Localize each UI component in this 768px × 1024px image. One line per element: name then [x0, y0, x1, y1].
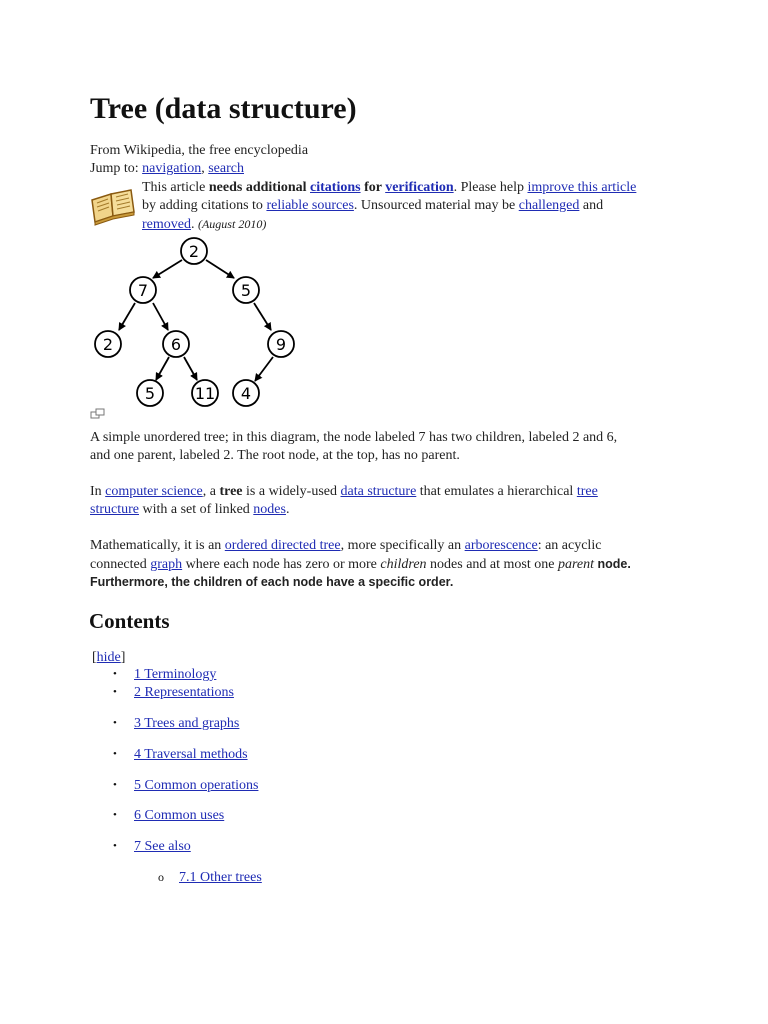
para2-text: Mathematically, it is an — [90, 538, 225, 553]
edge-2-5 — [206, 260, 234, 278]
para2-text: nodes and at most one — [426, 557, 558, 572]
edge-6-5 — [156, 357, 169, 380]
notice-line-1 — [142, 179, 636, 197]
bracket-open: [ — [92, 650, 97, 665]
sub-bullet: o — [158, 870, 164, 884]
contents-heading: Contents — [89, 609, 170, 633]
arborescence-link[interactable]: arborescence — [464, 538, 538, 553]
notice-text-period: . — [190, 217, 198, 232]
graph-link[interactable]: graph — [150, 557, 183, 572]
tree-bold: tree — [219, 484, 243, 499]
notice-bold: needs additional — [208, 180, 311, 195]
notice-text: This article — [142, 180, 209, 195]
para2-text: , more specifically an — [340, 538, 465, 553]
tree-diagram[interactable] — [88, 234, 318, 414]
caption-line-1: A simple unordered tree; in this diagram, the node labeled 7 has two children, labeled 2 and 6, — [90, 430, 618, 445]
data-structure-link[interactable]: data structure — [340, 484, 417, 499]
citations-link[interactable]: citations — [310, 180, 361, 195]
notice-text-help: . Please help — [453, 180, 528, 195]
notice-bold-for: for — [360, 180, 386, 195]
notice-line-3 — [142, 215, 266, 234]
search-link[interactable]: search — [208, 161, 244, 176]
ordered-directed-tree-link[interactable]: ordered directed tree — [224, 538, 341, 553]
toc-subitem-other-trees[interactable]: 7.1 Other trees — [179, 870, 262, 885]
edge-7-6 — [153, 303, 168, 330]
bullet: • — [113, 686, 117, 698]
toc-item-common-operations[interactable]: 5 Common operations — [134, 778, 259, 793]
book-icon — [89, 186, 137, 226]
notice-line-2 — [142, 197, 603, 215]
challenged-link[interactable]: challenged — [518, 198, 580, 213]
para1-text: with a set of linked — [138, 502, 254, 517]
improve-article-link[interactable]: improve this article — [527, 180, 637, 195]
toc-item-common-uses[interactable]: 6 Common uses — [134, 808, 225, 823]
para2-line-1 — [90, 537, 601, 555]
edge-6-11 — [184, 357, 197, 380]
para2-text: connected — [90, 557, 151, 572]
edge-2-7 — [153, 260, 182, 278]
computer-science-link[interactable]: computer science — [105, 484, 203, 499]
nodes-link[interactable]: nodes — [253, 502, 286, 517]
toc-item-trees-and-graphs[interactable]: 3 Trees and graphs — [134, 716, 240, 731]
jump-separator: , — [201, 161, 205, 176]
para2-text: : an acyclic — [537, 538, 602, 553]
bullet: • — [113, 809, 117, 821]
para1-text: . — [285, 502, 290, 517]
tree-node-label: 7 — [137, 281, 149, 300]
tree-node-label: 11 — [194, 384, 216, 403]
tree-node-label: 9 — [275, 335, 287, 354]
tree-node-label: 4 — [240, 384, 252, 403]
para2-bold-node: node. — [594, 557, 631, 571]
para1-text: is a widely-used — [242, 484, 341, 499]
para1-text: , a — [202, 484, 220, 499]
para2-line-2 — [90, 555, 631, 574]
notice-date: (August 2010) — [197, 217, 267, 231]
toc-item-see-also[interactable]: 7 See also — [134, 839, 191, 854]
toc-item-traversal-methods[interactable]: 4 Traversal methods — [134, 747, 248, 762]
para1-line-1 — [90, 483, 598, 501]
bullet: • — [113, 748, 117, 760]
edge-9-4 — [255, 357, 273, 381]
jump-to-line — [90, 160, 244, 178]
tree-node-label: 5 — [240, 281, 252, 300]
hide-link[interactable]: hide — [96, 650, 121, 665]
children-italic: children — [380, 557, 427, 572]
para1-text: In — [90, 484, 106, 499]
tree-node-label: 2 — [188, 242, 200, 261]
edge-7-2 — [119, 303, 135, 330]
reliable-sources-link[interactable]: reliable sources — [266, 198, 354, 213]
jump-to-label: Jump to: — [90, 161, 139, 176]
para2-line-3: Furthermore, the children of each node have a specific order. — [90, 575, 454, 589]
toc-item-representations[interactable]: 2 Representations — [134, 685, 234, 700]
tree-structure-link[interactable]: tree — [576, 484, 598, 499]
notice-text-adding: by adding citations to — [142, 198, 267, 213]
caption-line-2: and one parent, labeled 2. The root node, at the top, has no parent. — [90, 448, 460, 463]
tree-node-label: 2 — [102, 335, 114, 354]
bullet: • — [113, 717, 117, 729]
para2-text: where each node has zero or more — [182, 557, 381, 572]
tree-structure-link-2[interactable]: structure — [90, 502, 139, 517]
parent-italic: parent — [557, 557, 594, 572]
bracket-close: ] — [120, 650, 126, 665]
magnify-icon[interactable] — [90, 408, 106, 420]
contents-hide-toggle — [92, 649, 125, 667]
toc-item-terminology[interactable]: 1 Terminology — [134, 667, 217, 682]
verification-link[interactable]: verification — [385, 180, 454, 195]
para1-text: that emulates a hierarchical — [416, 484, 577, 499]
navigation-link[interactable]: navigation — [142, 161, 202, 176]
bullet: • — [113, 840, 117, 852]
from-line: From Wikipedia, the free encyclopedia — [90, 143, 309, 158]
tree-node-label: 6 — [170, 335, 182, 354]
notice-text-unsourced: . Unsourced material may be — [353, 198, 519, 213]
bullet: • — [113, 668, 117, 680]
para1-line-2 — [90, 501, 289, 519]
page-title: Tree (data structure) — [90, 92, 357, 125]
tree-node-label: 5 — [144, 384, 156, 403]
removed-link[interactable]: removed — [142, 217, 191, 232]
bullet: • — [113, 779, 117, 791]
notice-text-and: and — [579, 198, 604, 213]
edge-5-9 — [254, 303, 271, 330]
